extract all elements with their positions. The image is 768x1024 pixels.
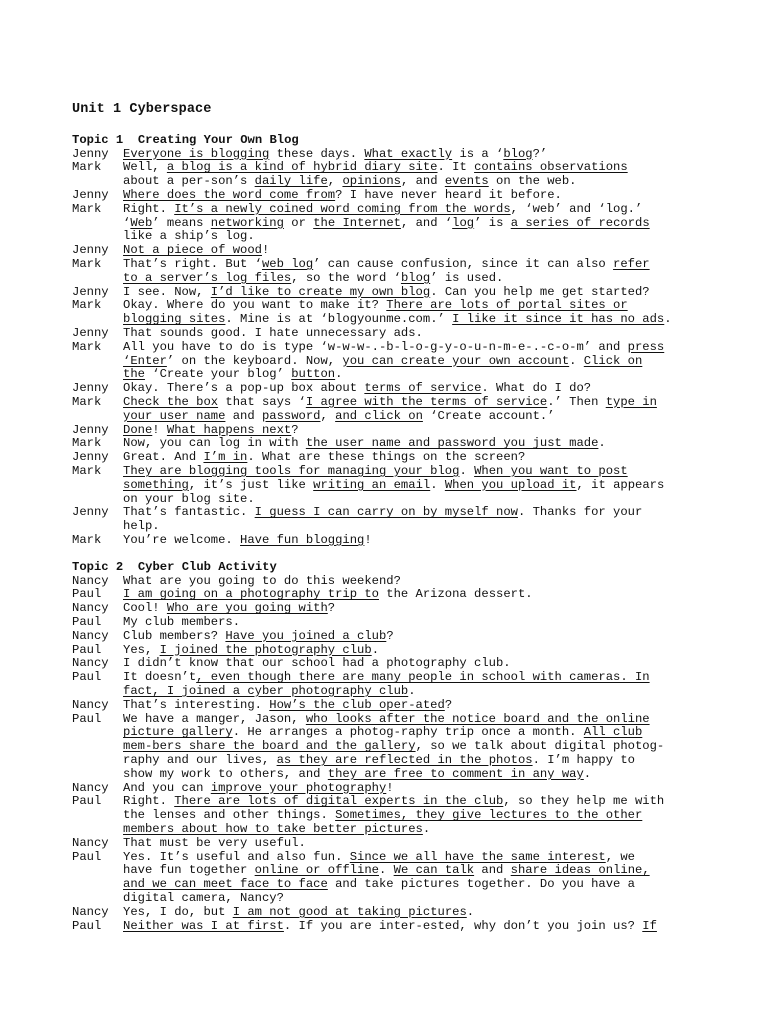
- dialogue-text: Everyone is blogging these days. What exactly is a ‘blog?’: [123, 146, 548, 161]
- dialogue-text: My club members.: [123, 615, 241, 629]
- dialogue-text: your user name and password, and click on ‘Create account.’: [123, 408, 555, 423]
- speaker-name: Nancy: [72, 573, 109, 588]
- speaker-name: Mark: [72, 201, 102, 216]
- dialogue-text: ‘Web’ means networking or the Internet, and ‘log’ is a series of records: [123, 215, 650, 230]
- dialogue-text: Now, you can log in with the user name and password you just made.: [123, 436, 606, 451]
- speaker-name: Jenny: [72, 188, 109, 202]
- speaker-name: Paul: [72, 711, 102, 726]
- unit-title: Unit 1 Cyberspace: [72, 102, 212, 117]
- dialogue-text: like a ship’s log.: [123, 229, 255, 244]
- speaker-name: Mark: [72, 533, 102, 547]
- speaker-name: Mark: [72, 436, 102, 451]
- dialogue-text: Club members? Have you joined a club?: [123, 628, 394, 643]
- speaker-name: Jenny: [72, 450, 109, 465]
- dialogue-text: That sounds good. I hate unnecessary ads.: [123, 326, 423, 340]
- speaker-name: Nancy: [72, 656, 109, 671]
- dialogue-text: digital camera, Nancy?: [123, 891, 284, 905]
- dialogue-text: about a per-son’s daily life, opinions, and events on the web.: [123, 174, 577, 189]
- dialogue-text: something, it’s just like writing an email. When you upload it, it appears: [123, 477, 665, 492]
- dialogue-text: It doesn’t, even though there are many people in school with cameras. In: [123, 670, 650, 685]
- dialogue-text: Great. And I’m in. What are these things on the screen?: [123, 450, 526, 465]
- speaker-name: Nancy: [72, 904, 109, 919]
- dialogue-text: mem-bers share the board and the gallery, so we talk about digital photog-: [123, 739, 665, 754]
- speaker-name: Jenny: [72, 326, 109, 340]
- dialogue-text: picture gallery. He arranges a photog-raphy trip once a month. All club: [123, 725, 643, 740]
- speaker-name: Paul: [72, 615, 102, 629]
- speaker-name: Jenny: [72, 284, 109, 299]
- speaker-name: Mark: [72, 160, 102, 175]
- dialogue-text: Right. It’s a newly coined word coming from the words, ‘web’ and ‘log.’: [123, 201, 643, 216]
- dialogue-text: and we can meet face to face and take pictures together. Do you have a: [123, 877, 635, 892]
- dialogue-text: Not a piece of wood!: [123, 243, 270, 258]
- speaker-name: Jenny: [72, 505, 109, 520]
- dialogue-text: I am going on a photography trip to the Arizona dessert.: [123, 587, 533, 602]
- speaker-name: Paul: [72, 794, 102, 809]
- dialogue-text: have fun together online or offline. We can talk and share ideas online,: [123, 863, 650, 878]
- dialogue-text: show my work to others, and they are free to comment in any way.: [123, 766, 592, 781]
- dialogue-text: That’s fantastic. I guess I can carry on by myself now. Thanks for your: [123, 505, 643, 520]
- dialogue-text: That must be very useful.: [123, 835, 306, 850]
- speaker-name: Jenny: [72, 381, 109, 396]
- dialogue-text: All you have to do is type ‘w-w-w-.-b-l-o-g-y-o-u-n-m-e-.-c-o-m’ and press: [123, 339, 665, 354]
- speaker-name: Nancy: [72, 628, 109, 643]
- dialogue-text: That’s interesting. How’s the club oper-ated?: [123, 697, 453, 712]
- speaker-name: Paul: [72, 849, 102, 864]
- dialogue-text: the lenses and other things. Sometimes, they give lectures to the other: [123, 808, 643, 823]
- speaker-name: Mark: [72, 257, 102, 271]
- speaker-name: Jenny: [72, 146, 109, 161]
- dialogue-text: And you can improve your photography!: [123, 780, 394, 795]
- dialogue-text: on your blog site.: [123, 491, 255, 506]
- speaker-name: Paul: [72, 918, 102, 933]
- speaker-name: Nancy: [72, 835, 109, 850]
- speaker-name: Jenny: [72, 422, 109, 437]
- speaker-name: Mark: [72, 464, 102, 478]
- dialogue-text: We have a manger, Jason, who looks after the notice board and the online: [123, 711, 650, 726]
- dialogue-text: Okay. Where do you want to make it? There are lots of portal sites or: [123, 298, 628, 313]
- dialogue-text: Cool! Who are you going with?: [123, 601, 336, 616]
- dialogue-text: Yes, I joined the photography club.: [123, 642, 380, 657]
- speaker-name: Paul: [72, 587, 102, 602]
- dialogue-text: I see. Now, I’d like to create my own blog. Can you help me get started?: [123, 284, 650, 299]
- dialogue-text: Where does the word come from? I have never heard it before.: [123, 188, 562, 202]
- dialogue-text: Neither was I at first. If you are inter-ested, why don’t you join us? If: [123, 918, 657, 933]
- dialogue-text: the ‘Create your blog’ button.: [123, 367, 343, 382]
- speaker-name: Nancy: [72, 601, 109, 616]
- speaker-name: Mark: [72, 298, 102, 313]
- dialogue-text: help.: [123, 519, 160, 534]
- speaker-name: Paul: [72, 642, 102, 657]
- dialogue-text: Check the box that says ‘I agree with the terms of service.’ Then type in: [123, 395, 657, 409]
- dialogue-text: blogging sites. Mine is at ‘blogyounme.com.’ I like it since it has no ads.: [123, 312, 672, 327]
- topic-title: Topic 2 Cyber Club Activity: [72, 560, 277, 574]
- dialogue-text: What are you going to do this weekend?: [123, 573, 401, 588]
- dialogue-text: to a server’s log files, so the word ‘blog’ is used.: [123, 270, 504, 285]
- dialogue-text: Okay. There’s a pop-up box about terms of service. What do I do?: [123, 381, 592, 396]
- dialogue-text: Well, a blog is a kind of hybrid diary site. It contains observations: [123, 160, 628, 175]
- dialogue-text: They are blogging tools for managing your blog. When you want to post: [123, 464, 628, 478]
- speaker-name: Mark: [72, 395, 102, 409]
- dialogue-text: ‘Enter’ on the keyboard. Now, you can create your own account. Click on: [123, 353, 643, 368]
- dialogue-text: fact, I joined a cyber photography club.: [123, 684, 416, 698]
- topic-title: Topic 1 Creating Your Own Blog: [72, 133, 299, 147]
- dialogue-text: Done! What happens next?: [123, 422, 299, 437]
- dialogue-text: That’s right. But ‘web log’ can cause confusion, since it can also refer: [123, 257, 650, 271]
- dialogue-text: members about how to take better pictures.: [123, 822, 431, 836]
- speaker-name: Jenny: [72, 243, 109, 258]
- dialogue-text: raphy and our lives, as they are reflected in the photos. I’m happy to: [123, 753, 635, 767]
- speaker-name: Nancy: [72, 697, 109, 712]
- dialogue-text: Yes, I do, but I am not good at taking pictures.: [123, 904, 475, 919]
- dialogue-text: You’re welcome. Have fun blogging!: [123, 533, 372, 547]
- dialogue-text: Yes. It’s useful and also fun. Since we all have the same interest, we: [123, 849, 635, 864]
- dialogue-text: Right. There are lots of digital experts in the club, so they help me with: [123, 794, 665, 809]
- speaker-name: Mark: [72, 339, 102, 354]
- speaker-name: Paul: [72, 670, 102, 685]
- dialogue-text: I didn’t know that our school had a photography club.: [123, 656, 511, 671]
- speaker-name: Nancy: [72, 780, 109, 795]
